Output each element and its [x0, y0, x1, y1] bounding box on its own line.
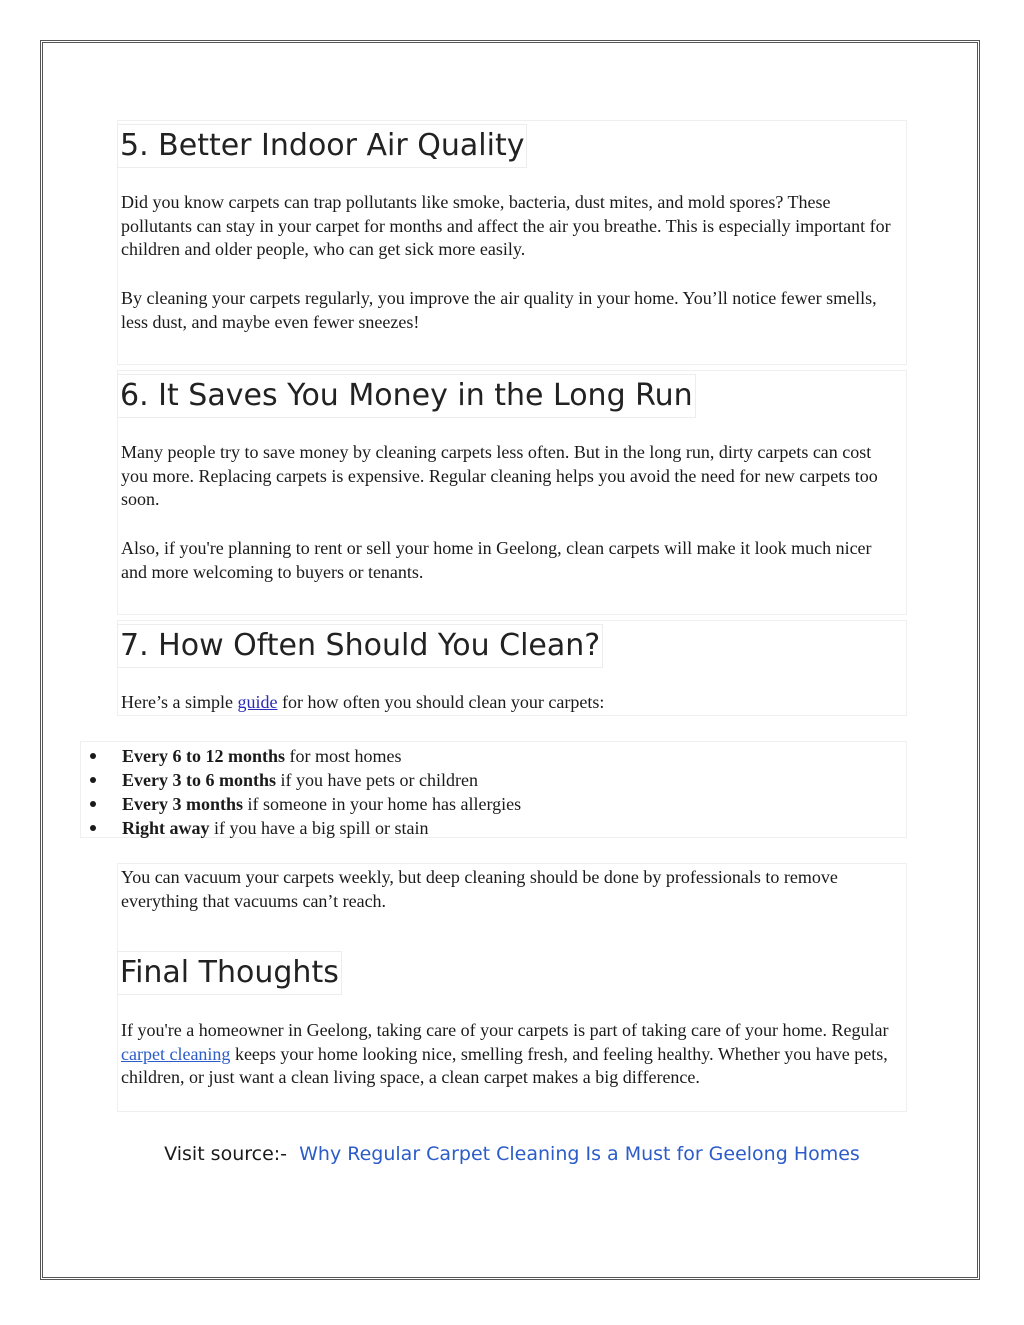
heading-air-quality: 5. Better Indoor Air Quality — [117, 124, 527, 168]
final-text-before: If you're a homeowner in Geelong, taking care of your carpets is part of taking care of your home. Regular — [121, 1020, 889, 1040]
bullet-icon — [90, 801, 96, 807]
list-item-bold: Every 3 to 6 months — [122, 770, 276, 790]
list-item-text: if someone in your home has allergies — [243, 794, 522, 814]
bullet-icon — [90, 777, 96, 783]
bullet-icon — [90, 753, 96, 759]
paragraph-how-often-intro — [121, 691, 901, 715]
paragraph-air-quality-1: Did you know carpets can trap pollutants like smoke, bacteria, dust mites, and mold spores? These pollutants can stay in your carpet for months and affect the air you breathe. This is especially important for children and older people, who can get sick more easily. — [121, 192, 891, 259]
paragraph-saves-money-2: Also, if you're planning to rent or sell your home in Geelong, clean carpets will make it look much nicer and more welcoming to buyers or tenants. — [121, 538, 872, 582]
heading-saves-money: 6. It Saves You Money in the Long Run — [117, 374, 696, 418]
source-line — [0, 1140, 1024, 1168]
list-item — [81, 792, 906, 816]
final-text-after: keeps your home looking nice, smelling fresh, and feeling healthy. Whether you have pets, children, or just want a clean living space, a clean carpet makes a big difference. — [121, 1043, 888, 1087]
list-item — [81, 816, 906, 840]
guide-link[interactable]: guide — [237, 692, 278, 712]
frequency-list — [80, 741, 907, 838]
paragraph-air-quality-2: By cleaning your carpets regularly, you improve the air quality in your home. You’ll notice fewer smells, less dust, and maybe even fewer sneezes! — [121, 288, 877, 332]
paragraph-vacuum: You can vacuum your carpets weekly, but deep cleaning should be done by professionals to remove everything that vacuums can’t reach. — [121, 867, 838, 911]
carpet-cleaning-link[interactable]: carpet cleaning — [121, 1043, 231, 1064]
intro-text-before: Here’s a simple — [121, 692, 238, 712]
list-item-text: if you have pets or children — [276, 770, 478, 790]
list-item-text: if you have a big spill or stain — [209, 818, 429, 838]
list-item-text: for most homes — [285, 746, 402, 766]
source-link[interactable]: Why Regular Carpet Cleaning Is a Must for Geelong Homes — [299, 1143, 860, 1165]
list-item-bold: Right away — [122, 818, 210, 838]
list-item — [81, 744, 906, 768]
heading-how-often: 7. How Often Should You Clean? — [117, 624, 603, 668]
list-item-bold: Every 3 months — [122, 794, 243, 814]
bullet-icon — [90, 825, 96, 831]
heading-final-thoughts: Final Thoughts — [117, 951, 342, 995]
paragraph-final-thoughts — [121, 1019, 901, 1090]
list-item-bold: Every 6 to 12 months — [122, 746, 285, 766]
list-item — [81, 768, 906, 792]
paragraph-saves-money-1: Many people try to save money by cleaning carpets less often. But in the long run, dirty carpets can cost you more. Replacing carpets is expensive. Regular cleaning helps you avoid the need for new carpets too soon. — [121, 442, 878, 509]
intro-text-after: for how often you should clean your carpets: — [277, 692, 605, 712]
source-prefix: Visit source:- — [164, 1143, 288, 1165]
